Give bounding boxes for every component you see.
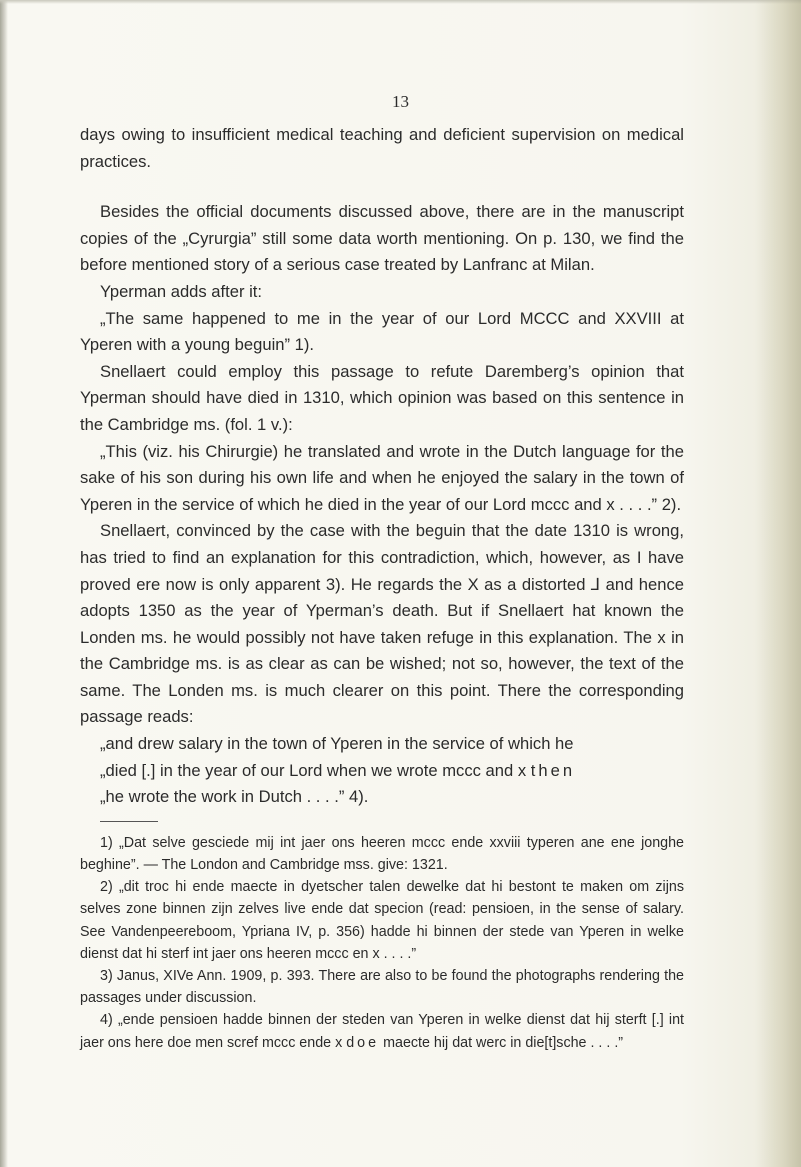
quotation-line: „and drew salary in the town of Yperen in the service of which he xyxy=(100,734,574,754)
spaced-word: doe xyxy=(346,1034,380,1051)
footnote-divider xyxy=(100,821,158,822)
footnote-text: 4) „ende pensioen hadde binnen der steden van Yperen in welke dienst dat hij sterft [.] int jaer ons here doe men scref mccc ende x xyxy=(80,1012,684,1051)
quotation-line: „he wrote the work in Dutch . . . .” 4). xyxy=(100,787,369,807)
footnote xyxy=(80,1009,684,1053)
paragraph: Snellaert, convinced by the case with the beguin that the date 1310 is wrong, has tried to find an explanation for this contradiction, which, however, as I have proved ere now is only apparent 3). He regards the X as a distorted ⅃ and hence adopts 1350 as the year of Yperman’s death. But if Snellaert hat known the Londen ms. he would possibly not have taken refuge in this explanation. The x in the Cambridge ms. is as clear as can be wished; not so, however, the text of the same. The Londen ms. is much clearer on this point. There the corresponding passage reads: xyxy=(80,521,684,727)
footnote-text: maecte hij dat werc in die[t]sche . . . .” xyxy=(383,1034,624,1051)
paragraph: days owing to insufficient medical teaching and deficient supervision on medical practices. xyxy=(80,125,684,171)
page-number: 13 xyxy=(392,92,409,111)
footnote: 2) „dit troc hi ende maecte in dyetscher talen dewelke dat hi bestont te maken om zijns selves zone binnen zijn zelves live ende dat specion (read: pensioen, in the sense of salary. See Vandenpeereboom, Ypriana IV, p. 356) hadde hi binnen der stede van Yperen in welke dienst dat hi sterf int jaer ons heeren mccc en x . . . .” xyxy=(80,879,684,962)
paragraph: Snellaert could employ this passage to refute Daremberg’s opinion that Yperman should have died in 1310, which opinion was based on this sentence in the Cambridge ms. (fol. 1 v.): xyxy=(80,361,684,434)
page-binding-shadow xyxy=(0,0,8,1167)
quotation: „This (viz. his Chirurgie) he translated and wrote in the Dutch language for the sake of his son during his own life and when he enjoyed the salary in the town of Yperen in the service of which he died in the year of our Lord mccc and x . . . .” 2). xyxy=(80,441,684,514)
spaced-word: then xyxy=(530,760,576,780)
footnote: 1) „Dat selve gesciede mij int jaer ons heeren mccc ende xxviii typeren ane ene jonghe beghine”. — The London and Cambridge mss. give: 1321. xyxy=(80,834,684,874)
paragraph: Yperman adds after it: xyxy=(100,281,263,301)
paragraph: Besides the official documents discussed above, there are in the manuscript copies of the „Cyrurgia” still some data worth mentioning. On p. 130, we find the before mentioned story of a serious case treated by Lanfranc at Milan. xyxy=(80,202,684,275)
quotation-text: „died [.] in the year of our Lord when we wrote mccc and x xyxy=(100,760,527,780)
quotation-line xyxy=(80,758,684,785)
page-edge-discoloration xyxy=(755,0,801,1167)
quotation: „The same happened to me in the year of our Lord MCCC and XXVIII at Yperen with a young beguin” 1). xyxy=(80,308,684,355)
footnote: 3) Janus, XIVe Ann. 1909, p. 393. There are also to be found the photographs rendering the passages under discussion. xyxy=(80,968,684,1007)
page-content xyxy=(80,122,684,1054)
page-top-shadow xyxy=(0,0,801,4)
main-text xyxy=(80,122,684,811)
footnotes xyxy=(80,832,684,1054)
